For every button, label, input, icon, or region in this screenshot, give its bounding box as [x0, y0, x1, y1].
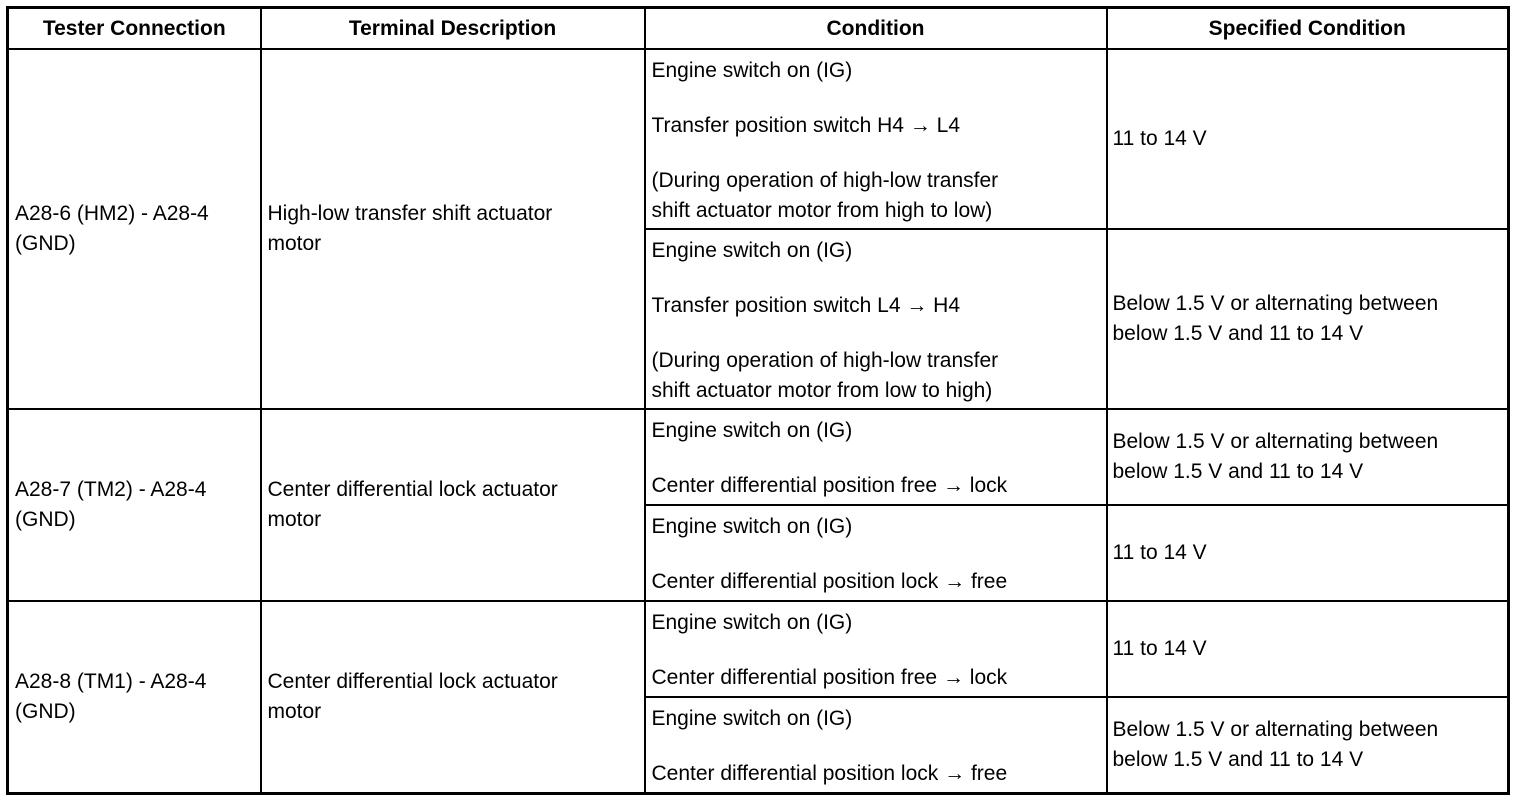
- terminal-description-cell: [261, 49, 645, 409]
- condition-text: Engine switch on (IG): [651, 239, 853, 262]
- condition-text: shift actuator motor from high to low): [651, 199, 993, 222]
- specified-condition-text: below 1.5 V and 11 to 14 V: [1112, 460, 1364, 483]
- tester-connection-text: (GND): [15, 232, 76, 255]
- specified-condition-text: 11 to 14 V: [1112, 637, 1207, 660]
- header-specified-condition: Specified Condition: [1107, 8, 1509, 50]
- header-condition: Condition: [645, 8, 1107, 50]
- header-row: [8, 8, 1509, 50]
- table-row: [8, 601, 1509, 697]
- tester-connection-cell: [8, 49, 261, 409]
- terminal-description-text: motor: [267, 508, 322, 531]
- specified-condition-text: below 1.5 V and 11 to 14 V: [1112, 747, 1364, 771]
- terminal-description-cell: [261, 601, 645, 793]
- condition-cell: [645, 601, 1107, 697]
- condition-text: Transfer position switch H4 → L4: [651, 114, 961, 137]
- specified-condition-cell: [1107, 601, 1509, 697]
- condition-cell: [645, 229, 1107, 409]
- specified-condition-text: 11 to 14 V: [1112, 127, 1207, 150]
- terminal-description-text: Center differential lock actuator: [267, 478, 558, 501]
- specified-condition-text: below 1.5 V and 11 to 14 V: [1112, 322, 1364, 345]
- terminal-description-text: motor: [267, 232, 322, 255]
- tester-connection-text: A28-7 (TM2) - A28-4: [15, 478, 207, 501]
- specified-condition-cell: [1107, 697, 1509, 793]
- header-tester-connection: Tester Connection: [8, 8, 261, 50]
- tester-connection-text: A28-8 (TM1) - A28-4: [15, 669, 207, 693]
- condition-text: Transfer position switch L4 → H4: [651, 294, 961, 317]
- condition-text: Center differential position lock → free: [651, 570, 1008, 593]
- condition-text: (During operation of high-low transfer: [651, 169, 999, 192]
- tester-connection-cell: [8, 601, 261, 793]
- tester-connection-text: (GND): [15, 508, 76, 531]
- condition-cell: [645, 49, 1107, 229]
- condition-text: Engine switch on (IG): [651, 515, 853, 538]
- terminal-description-text: motor: [267, 699, 322, 723]
- condition-text: Center differential position free → lock: [651, 474, 1008, 497]
- tester-connection-text: (GND): [15, 699, 76, 723]
- specified-condition-text: Below 1.5 V or alternating between: [1112, 717, 1439, 741]
- header-terminal-description: Terminal Description: [261, 8, 645, 50]
- tester-connection-text: A28-6 (HM2) - A28-4: [15, 202, 209, 225]
- terminal-description-cell: [261, 409, 645, 601]
- condition-text: Center differential position lock → free: [651, 762, 1008, 785]
- condition-text: Engine switch on (IG): [651, 611, 853, 634]
- specified-condition-text: Below 1.5 V or alternating between: [1112, 292, 1439, 315]
- specified-condition-cell: [1107, 505, 1509, 601]
- condition-cell: [645, 409, 1107, 505]
- table-row: [8, 49, 1509, 229]
- condition-text: Engine switch on (IG): [651, 59, 853, 82]
- specified-condition-text: Below 1.5 V or alternating between: [1112, 430, 1439, 453]
- condition-text: Center differential position free → lock: [651, 666, 1008, 689]
- condition-text: shift actuator motor from low to high): [651, 379, 993, 402]
- specified-condition-cell: [1107, 49, 1509, 229]
- tester-connection-cell: [8, 409, 261, 601]
- tester-connection-table: [6, 6, 1510, 795]
- table-row: [8, 409, 1509, 505]
- terminal-description-text: High-low transfer shift actuator: [267, 202, 553, 225]
- condition-cell: [645, 505, 1107, 601]
- specified-condition-cell: [1107, 229, 1509, 409]
- condition-text: Engine switch on (IG): [651, 707, 853, 730]
- specified-condition-text: 11 to 14 V: [1112, 541, 1207, 564]
- condition-text: Engine switch on (IG): [651, 419, 853, 442]
- terminal-description-text: Center differential lock actuator: [267, 669, 558, 693]
- condition-cell: [645, 697, 1107, 793]
- specified-condition-cell: [1107, 409, 1509, 505]
- condition-text: (During operation of high-low transfer: [651, 349, 999, 372]
